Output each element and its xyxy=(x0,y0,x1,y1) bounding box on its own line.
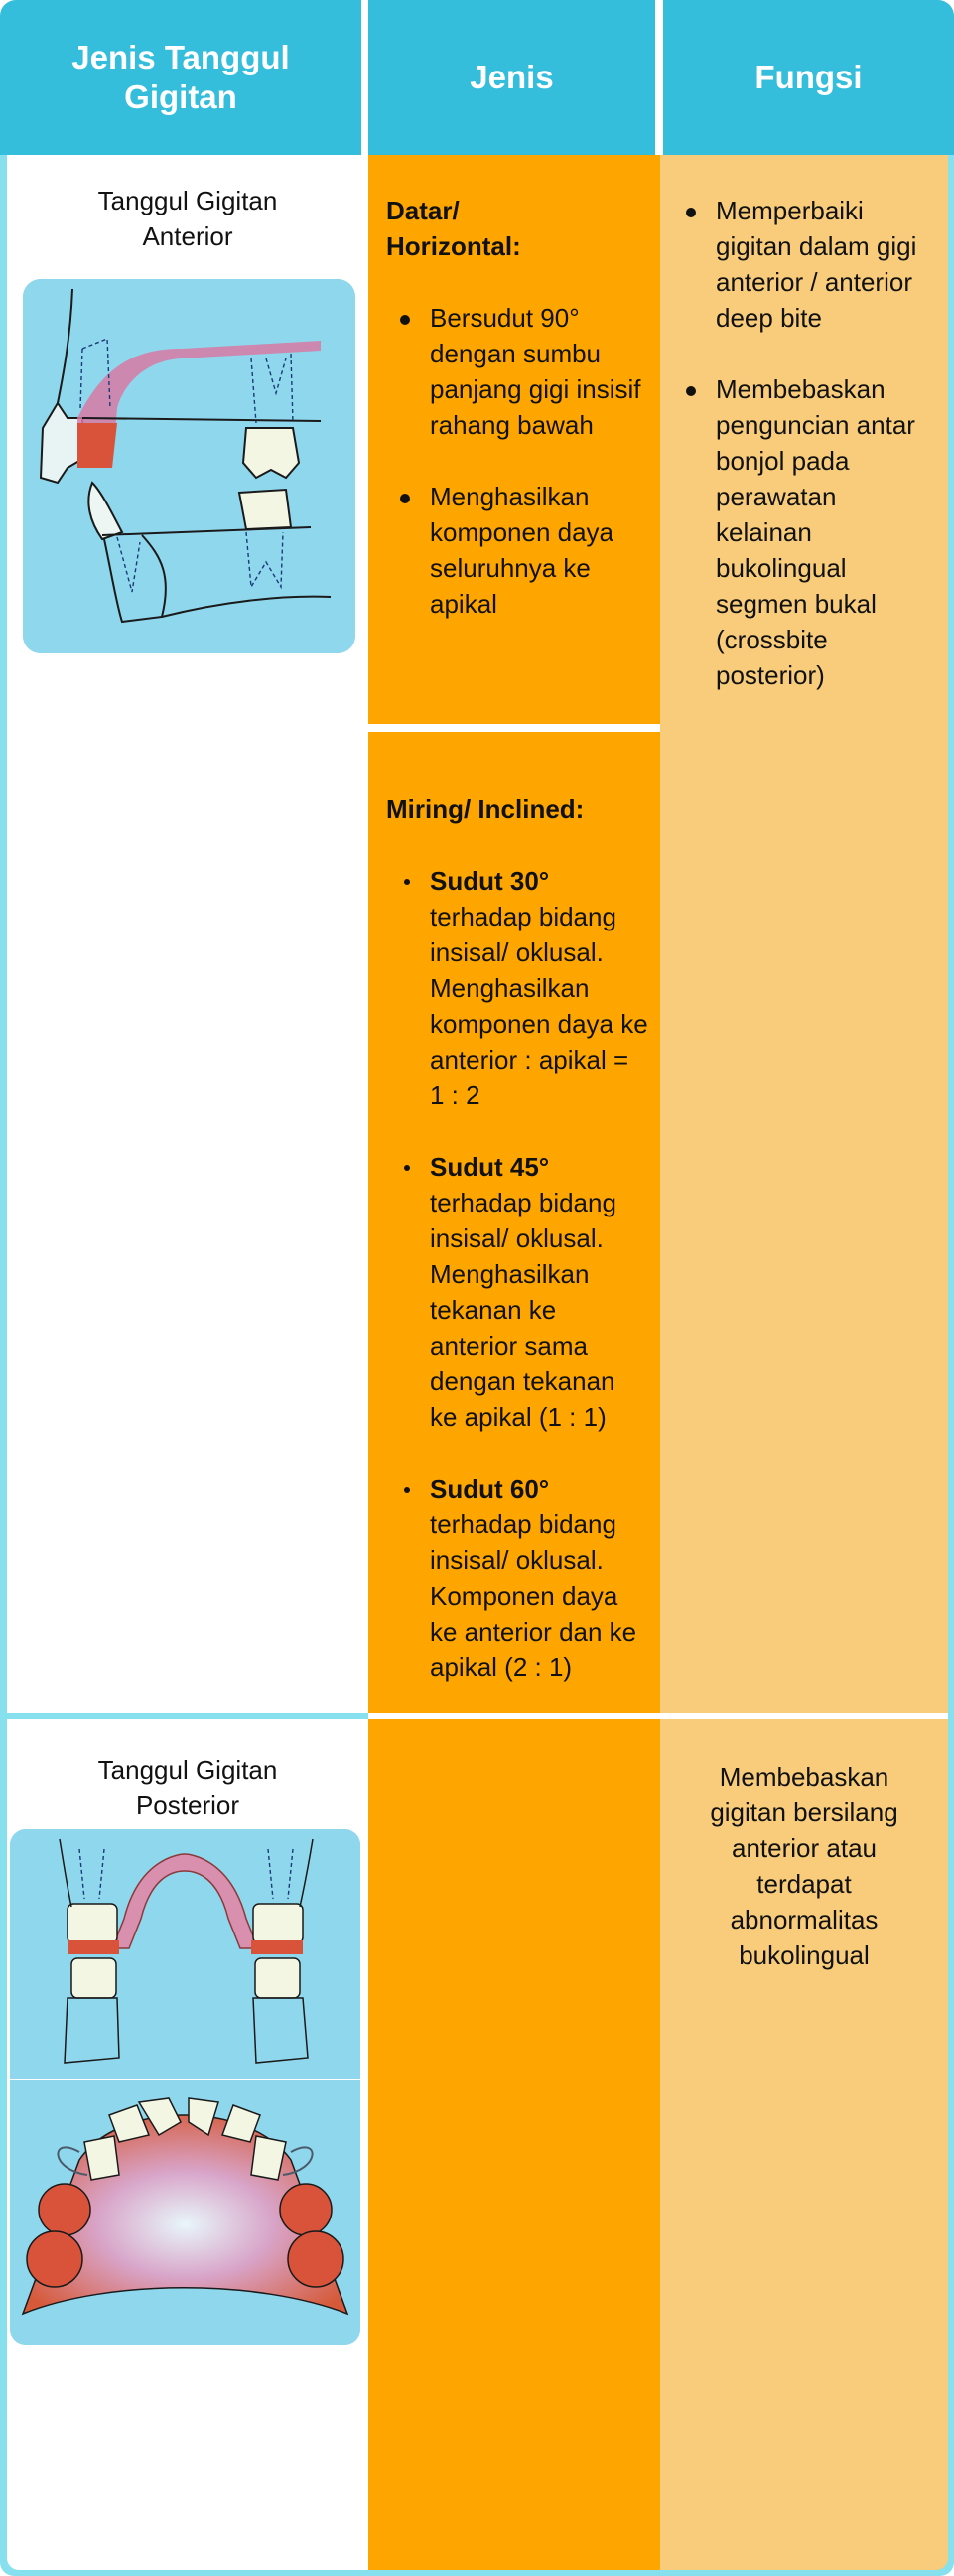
jenis-bullet-list xyxy=(386,863,648,1685)
type-label: Tanggul Gigitan Anterior xyxy=(97,186,278,251)
bullet-icon xyxy=(400,494,410,503)
bullet-bold: Sudut 30° xyxy=(430,866,550,896)
bullet-bold: Sudut 45° xyxy=(430,1152,550,1182)
fungsi-cell-posterior xyxy=(660,1719,948,2570)
header-label: Jenis xyxy=(470,59,554,95)
jenis-divider xyxy=(368,724,660,732)
bullet-text: Menghasilkan komponen daya seluruhnya ke apikal xyxy=(430,482,614,619)
type-label: Tanggul Gigitan Posterior xyxy=(97,1755,278,1820)
fungsi-bullet xyxy=(672,193,938,336)
bullet-icon xyxy=(404,1165,410,1171)
fungsi-cell-anterior xyxy=(660,155,948,1713)
bullet-text: terhadap bidang insisal/ oklusal. Komponen daya ke anterior dan ke apikal (2 : 1) xyxy=(430,1509,637,1682)
bullet-text: terhadap bidang insisal/ oklusal. Menghasilkan tekanan ke anterior sama dengan tekanan ke apikal (1 : 1) xyxy=(430,1188,616,1432)
jenis-bullet xyxy=(386,479,642,622)
jenis-cell-datar xyxy=(368,155,660,724)
anterior-bite-plane-diagram-icon xyxy=(23,279,355,653)
jenis-bullet xyxy=(386,863,648,1113)
bullet-icon xyxy=(404,1487,410,1493)
jenis-bullet-list xyxy=(386,300,642,622)
header-label: Jenis Tanggul Gigitan xyxy=(71,39,290,115)
posterior-bite-plane-occlusal-diagram-icon xyxy=(10,2080,360,2345)
bullet-text: terhadap bidang insisal/ oklusal. Menghasilkan komponen daya ke anterior : apikal = 1 : 2 xyxy=(430,902,648,1110)
fungsi-bullet xyxy=(672,371,938,693)
jenis-bullet xyxy=(386,1149,648,1435)
fungsi-text: Membebaskan gigitan bersilang anterior atau terdapat abnormalitas bukolingual xyxy=(710,1762,898,1970)
fungsi-bullet-list xyxy=(672,193,938,693)
jenis-heading: Datar/ Horizontal: xyxy=(386,196,521,261)
header-jenis xyxy=(368,0,655,155)
jenis-bullet xyxy=(386,1471,648,1685)
jenis-bullet xyxy=(386,300,642,443)
type-cell-posterior xyxy=(7,1719,368,2570)
bullet-bold: Sudut 60° xyxy=(430,1474,550,1503)
header-divider xyxy=(361,0,368,155)
type-cell-anterior xyxy=(7,155,368,1713)
header-divider xyxy=(655,0,663,155)
posterior-bite-plane-frontal-diagram-icon xyxy=(10,1829,360,2079)
bullet-text: Bersudut 90° dengan sumbu panjang gigi insisif rahang bawah xyxy=(430,303,641,440)
bullet-icon xyxy=(686,208,696,217)
bullet-icon xyxy=(400,315,410,325)
bullet-icon xyxy=(686,386,696,396)
bullet-text: Membebaskan penguncian antar bonjol pada perawatan kelainan bukolingual segmen bukal (crossbite posterior) xyxy=(716,374,915,690)
bullet-icon xyxy=(404,879,410,885)
header-jenis-tanggul-gigitan xyxy=(0,0,361,155)
header-fungsi xyxy=(663,0,954,155)
jenis-cell-miring xyxy=(368,732,660,1713)
jenis-heading: Miring/ Inclined: xyxy=(386,794,585,824)
jenis-cell-posterior xyxy=(368,1719,660,2570)
header-label: Fungsi xyxy=(754,59,863,95)
bullet-text: Memperbaiki gigitan dalam gigi anterior / anterior deep bite xyxy=(716,196,917,333)
